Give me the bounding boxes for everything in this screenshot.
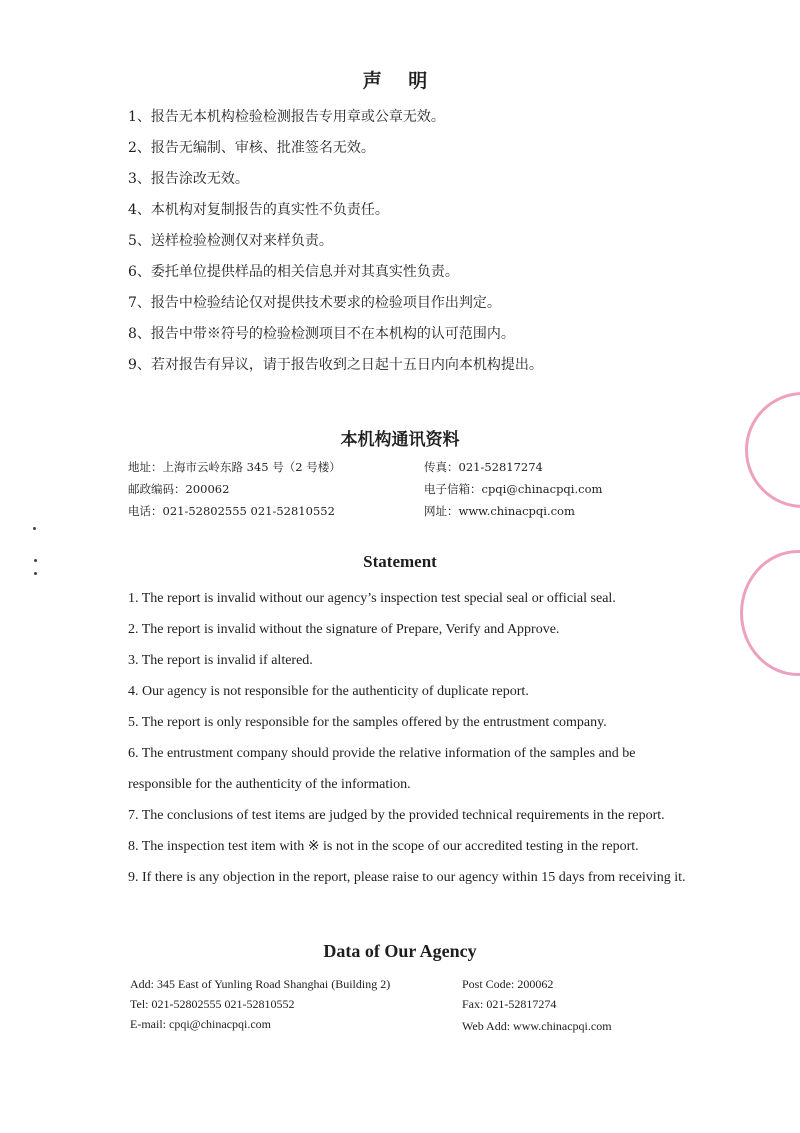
agency-cn-email: 电子信箱：cpqi@chinacpqi.com [424, 482, 603, 496]
statement-item: 2. The report is invalid without the signature of Prepare, Verify and Approve. [128, 622, 560, 637]
agency-en-title: Data of Our Agency [323, 941, 477, 961]
scan-mark [34, 559, 37, 562]
declaration-item: 4、本机构对复制报告的真实性不负责任。 [128, 202, 389, 218]
statement-item: 8. The inspection test item with ※ is not in the scope of our accredited testing in the report. [128, 839, 639, 854]
agency-cn-postcode: 邮政编码：200062 [128, 482, 230, 496]
scan-mark [34, 572, 37, 575]
declaration-item: 8、报告中带※符号的检验检测项目不在本机构的认可范围内。 [128, 326, 515, 342]
statement-item: 7. The conclusions of test items are judged by the provided technical requirements in the report. [128, 808, 665, 823]
seal-stamp-upper [745, 392, 800, 508]
agency-en-phone: Tel: 021-52802555 021-52810552 [130, 997, 295, 1011]
declaration-item: 1、报告无本机构检验检测报告专用章或公章无效。 [128, 109, 445, 125]
agency-cn-website: 网址：www.chinacpqi.com [424, 504, 575, 518]
agency-en-address: Add: 345 East of Yunling Road Shanghai (Building 2) [130, 977, 391, 991]
agency-cn-address: 地址：上海市云岭东路 345 号（2 号楼） [128, 460, 341, 474]
declaration-item: 6、委托单位提供样品的相关信息并对其真实性负责。 [128, 264, 459, 280]
declaration-item: 7、报告中检验结论仅对提供技术要求的检验项目作出判定。 [128, 295, 501, 311]
statement-item: 9. If there is any objection in the report, please raise to our agency within 15 days from receiving it. [128, 870, 686, 885]
declaration-item: 5、送样检验检测仅对来样负责。 [128, 233, 333, 249]
statement-item: 6. The entrustment company should provide the relative information of the samples and be [128, 746, 636, 761]
agency-en-fax: Fax: 021-52817274 [462, 997, 557, 1011]
declaration-list [128, 107, 543, 386]
agency-en-email: E-mail: cpqi@chinacpqi.com [130, 1017, 272, 1031]
statement-list [128, 589, 686, 899]
agency-cn-phone: 电话：021-52802555 021-52810552 [128, 504, 335, 518]
statement-item: 1. The report is invalid without our agency’s inspection test special seal or official seal. [128, 591, 616, 606]
statement-item: 5. The report is only responsible for the samples offered by the entrustment company. [128, 715, 607, 730]
declaration-item: 3、报告涂改无效。 [128, 171, 249, 187]
statement-title: Statement [363, 552, 437, 571]
agency-cn-fax: 传真：021-52817274 [424, 460, 543, 474]
scan-mark [33, 527, 36, 530]
declaration-item: 2、报告无编制、审核、批准签名无效。 [128, 140, 375, 156]
agency-cn-title: 本机构通讯资料 [340, 430, 460, 450]
agency-en-website: Web Add: www.chinacpqi.com [462, 1019, 612, 1033]
statement-item: 4. Our agency is not responsible for the authenticity of duplicate report. [128, 684, 529, 699]
agency-en-postcode: Post Code: 200062 [462, 977, 554, 991]
statement-item: 3. The report is invalid if altered. [128, 653, 313, 668]
statement-item: responsible for the authenticity of the information. [128, 777, 411, 792]
declaration-item: 9、若对报告有异议，请于报告收到之日起十五日内向本机构提出。 [128, 357, 543, 373]
declaration-title: 声 明 [362, 70, 438, 92]
